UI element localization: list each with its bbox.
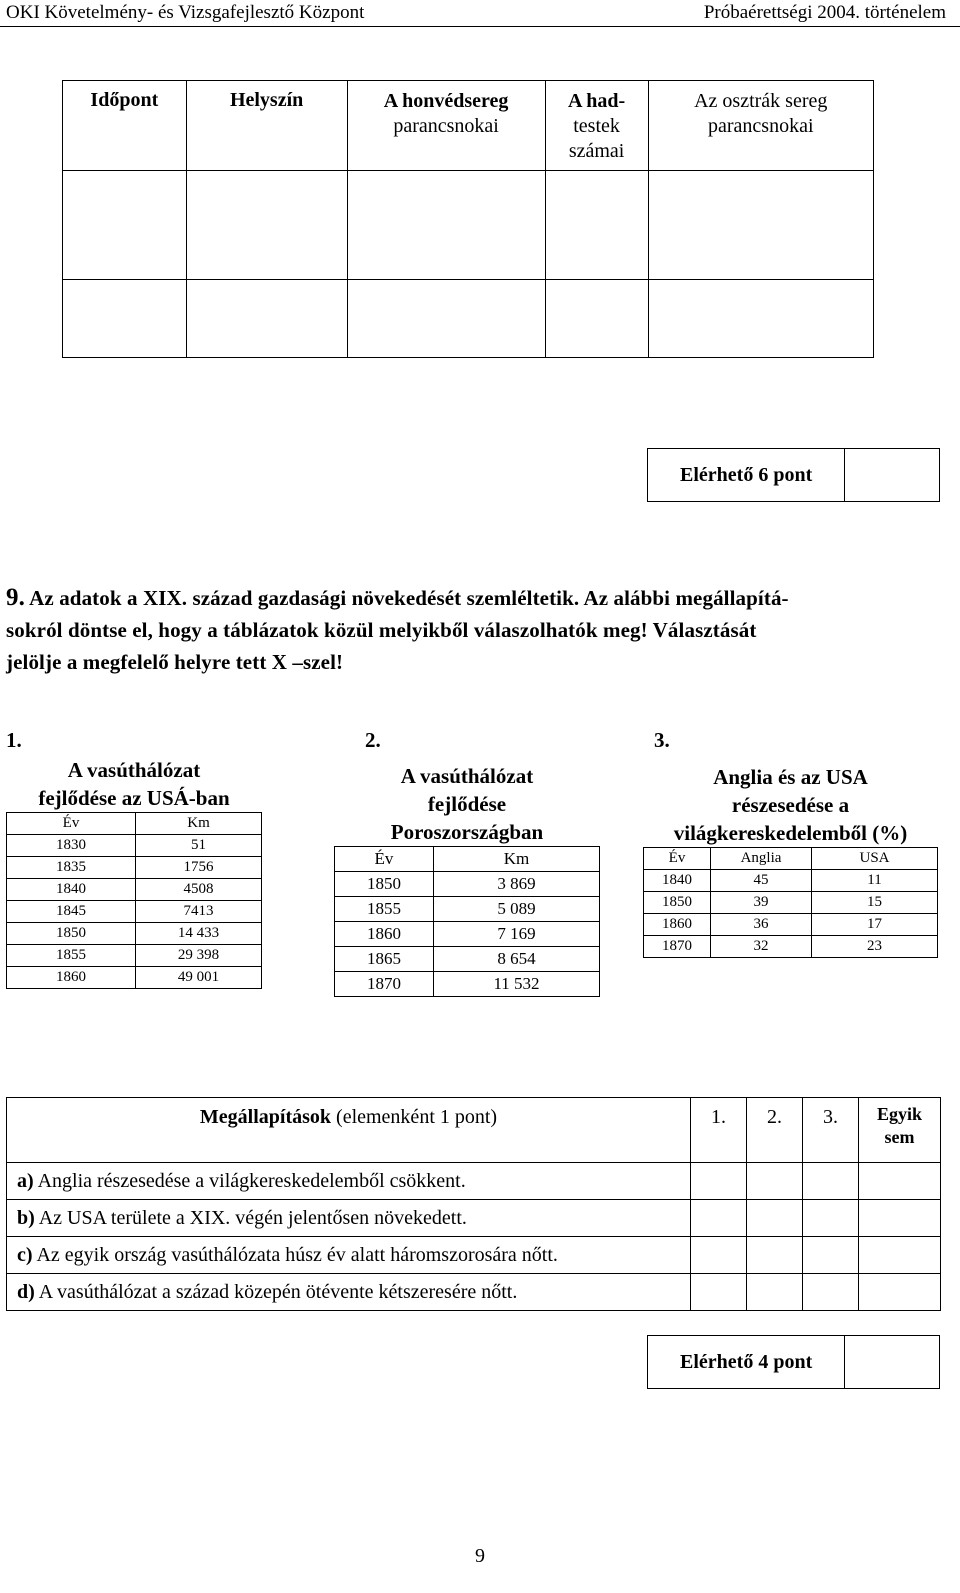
- col-header-corps-numbers: A had- testek számai: [545, 81, 648, 171]
- table-usa-railway: [6, 756, 262, 989]
- table3-header-england: Anglia: [711, 848, 812, 870]
- answer-cell[interactable]: [747, 1274, 803, 1311]
- table-row: 1840 45 11: [644, 870, 938, 892]
- col-header-table1: 1.: [691, 1098, 747, 1163]
- answer-cell[interactable]: [859, 1163, 941, 1200]
- question-line: jelölje a megfelelő helyre tett X –szel!: [6, 650, 344, 674]
- answer-cell[interactable]: [691, 1274, 747, 1311]
- points-box-6: [647, 448, 940, 502]
- points-label: Elérhető 6 pont: [648, 449, 845, 502]
- answer-cell[interactable]: [347, 171, 545, 280]
- table-row: 1865 8 654: [335, 947, 600, 972]
- table-row: 1870 11 532: [335, 972, 600, 997]
- table1-title: A vasúthálózat fejlődése az USÁ-ban: [38, 758, 230, 810]
- answer-cell[interactable]: [347, 280, 545, 358]
- answer-cell[interactable]: [545, 280, 648, 358]
- page-number: 9: [475, 1545, 485, 1567]
- answer-cell[interactable]: [63, 171, 187, 280]
- col-header-neither: Egyik sem: [859, 1098, 941, 1163]
- answer-cell[interactable]: [186, 171, 347, 280]
- table-row: 1850 14 433: [7, 923, 262, 945]
- col-header-table2: 2.: [747, 1098, 803, 1163]
- statement-row-a: a) Anglia részesedése a világkereskedelemből csökkent.: [7, 1163, 941, 1200]
- table3-title: Anglia és az USA részesedése a világkereskedelemből (%): [673, 765, 908, 845]
- points-label: Elérhető 4 pont: [648, 1336, 845, 1389]
- answer-cell[interactable]: [803, 1163, 859, 1200]
- answer-cell[interactable]: [859, 1200, 941, 1237]
- table-row: 1850 39 15: [644, 892, 938, 914]
- points-box-4: [647, 1335, 940, 1389]
- answer-cell[interactable]: [803, 1200, 859, 1237]
- statements-title: Megállapítások (elemenként 1 pont): [7, 1098, 691, 1163]
- table2-header-year: Év: [335, 847, 434, 872]
- col-header-time: Időpont: [63, 81, 187, 171]
- table-row: 1850 3 869: [335, 872, 600, 897]
- table3-header-year: Év: [644, 848, 711, 870]
- statement-row-b: b) Az USA területe a XIX. végén jelentősen növekedett.: [7, 1200, 941, 1237]
- answer-cell[interactable]: [691, 1237, 747, 1274]
- answer-cell[interactable]: [691, 1200, 747, 1237]
- table-row: 1860 36 17: [644, 914, 938, 936]
- header-left: OKI Követelmény- és Vizsgafejlesztő Központ: [6, 2, 365, 23]
- table-row: 1855 29 398: [7, 945, 262, 967]
- col-header-table3: 3.: [803, 1098, 859, 1163]
- table-prussia-railway: [334, 762, 600, 997]
- answer-cell[interactable]: [747, 1237, 803, 1274]
- answer-cell[interactable]: [747, 1163, 803, 1200]
- statements-table: [6, 1097, 941, 1311]
- header-divider: [0, 26, 960, 27]
- table-row: 1840 4508: [7, 879, 262, 901]
- table-row: 1855 5 089: [335, 897, 600, 922]
- table-row: 1830 51: [7, 835, 262, 857]
- answer-cell[interactable]: [545, 171, 648, 280]
- answer-cell[interactable]: [691, 1163, 747, 1200]
- answer-cell[interactable]: [803, 1237, 859, 1274]
- points-score-cell[interactable]: [845, 449, 940, 502]
- table2-header-km: Km: [434, 847, 600, 872]
- statement-row-c: c) Az egyik ország vasúthálózata húsz év alatt háromszorosára nőtt.: [7, 1237, 941, 1274]
- answer-cell[interactable]: [63, 280, 187, 358]
- col-header-place: Helyszín: [186, 81, 347, 171]
- table3-header-usa: USA: [812, 848, 938, 870]
- col-header-hungarian-commanders: A honvédsereg parancsnokai: [347, 81, 545, 171]
- points-score-cell[interactable]: [845, 1336, 940, 1389]
- table-row: 1860 7 169: [335, 922, 600, 947]
- statement-row-d: d) A vasúthálózat a század közepén ötévente kétszeresére nőtt.: [7, 1274, 941, 1311]
- col-header-austrian-commanders: Az osztrák sereg parancsnokai: [648, 81, 873, 171]
- question-line: sokról döntse el, hogy a táblázatok közül melyikből válaszolhatók meg! Választását: [6, 618, 757, 642]
- answer-cell[interactable]: [747, 1200, 803, 1237]
- table-row: 1860 49 001: [7, 967, 262, 989]
- battle-table: [62, 80, 874, 358]
- answer-cell[interactable]: [859, 1274, 941, 1311]
- table3-label: 3.: [654, 728, 670, 752]
- empty-row: [63, 171, 874, 280]
- header-right: Próbaérettségi 2004. történelem: [703, 2, 946, 23]
- table-row: 1870 32 23: [644, 936, 938, 958]
- answer-cell[interactable]: [648, 280, 873, 358]
- answer-cell[interactable]: [648, 171, 873, 280]
- table2-title: A vasúthálózat fejlődése Poroszországban: [390, 764, 544, 844]
- question-text: [6, 582, 936, 678]
- answer-cell[interactable]: [803, 1274, 859, 1311]
- table1-header-year: Év: [7, 813, 136, 835]
- table2-label: 2.: [365, 728, 381, 752]
- empty-row: [63, 280, 874, 358]
- table-row: 1835 1756: [7, 857, 262, 879]
- table-world-trade-share: [643, 763, 938, 958]
- answer-cell[interactable]: [186, 280, 347, 358]
- question-line: Az adatok a XIX. század gazdasági növekedését szemléltetik. Az alábbi megállapítá-: [29, 586, 789, 610]
- table1-header-km: Km: [136, 813, 262, 835]
- table-row: 1845 7413: [7, 901, 262, 923]
- question-number: 9.: [6, 584, 25, 611]
- answer-cell[interactable]: [859, 1237, 941, 1274]
- table1-label: 1.: [6, 728, 22, 752]
